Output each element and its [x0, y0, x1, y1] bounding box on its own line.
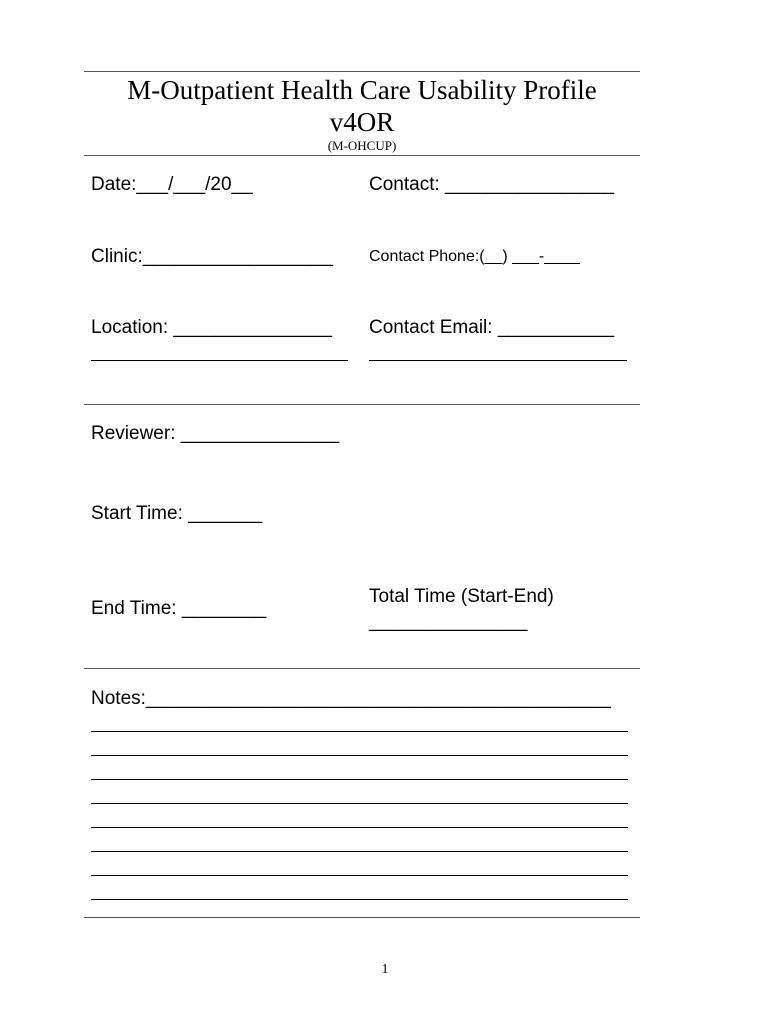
date-field[interactable]: Date:___/___/20__: [91, 174, 253, 195]
notes-line[interactable]: [91, 875, 628, 876]
header-rule: [84, 155, 640, 156]
location-continuation-line[interactable]: [91, 360, 348, 361]
bottom-rule: [84, 917, 640, 918]
start-time-field[interactable]: Start Time: _______: [91, 503, 263, 524]
section-rule-1: [84, 404, 640, 405]
contact-phone-field[interactable]: Contact Phone:(__) ___-____: [369, 248, 580, 265]
total-time-label: Total Time (Start-End): [369, 586, 554, 607]
notes-line[interactable]: [91, 755, 628, 756]
notes-field[interactable]: Notes:____________________________________________: [91, 688, 611, 709]
notes-line[interactable]: [91, 779, 628, 780]
contact-email-continuation-line[interactable]: [369, 360, 627, 361]
notes-line[interactable]: [91, 731, 628, 732]
notes-line[interactable]: [91, 899, 628, 900]
form-title: M-Outpatient Health Care Usability Profile: [127, 75, 597, 105]
section-rule-2: [84, 668, 640, 669]
page-number: 1: [381, 962, 389, 977]
reviewer-field[interactable]: Reviewer: _______________: [91, 423, 340, 444]
notes-line[interactable]: [91, 803, 628, 804]
location-field[interactable]: Location: _______________: [91, 317, 332, 338]
end-time-field[interactable]: End Time: ________: [91, 598, 267, 619]
total-time-field[interactable]: _______________: [369, 611, 528, 632]
contact-email-field[interactable]: Contact Email: ___________: [369, 317, 615, 338]
contact-field[interactable]: Contact: ________________: [369, 174, 615, 195]
notes-line[interactable]: [91, 827, 628, 828]
top-rule: [84, 71, 640, 72]
form-abbreviation: (M-OHCUP): [327, 138, 397, 153]
clinic-field[interactable]: Clinic:__________________: [91, 246, 333, 267]
form-version: v4OR: [329, 107, 395, 137]
notes-line[interactable]: [91, 851, 628, 852]
